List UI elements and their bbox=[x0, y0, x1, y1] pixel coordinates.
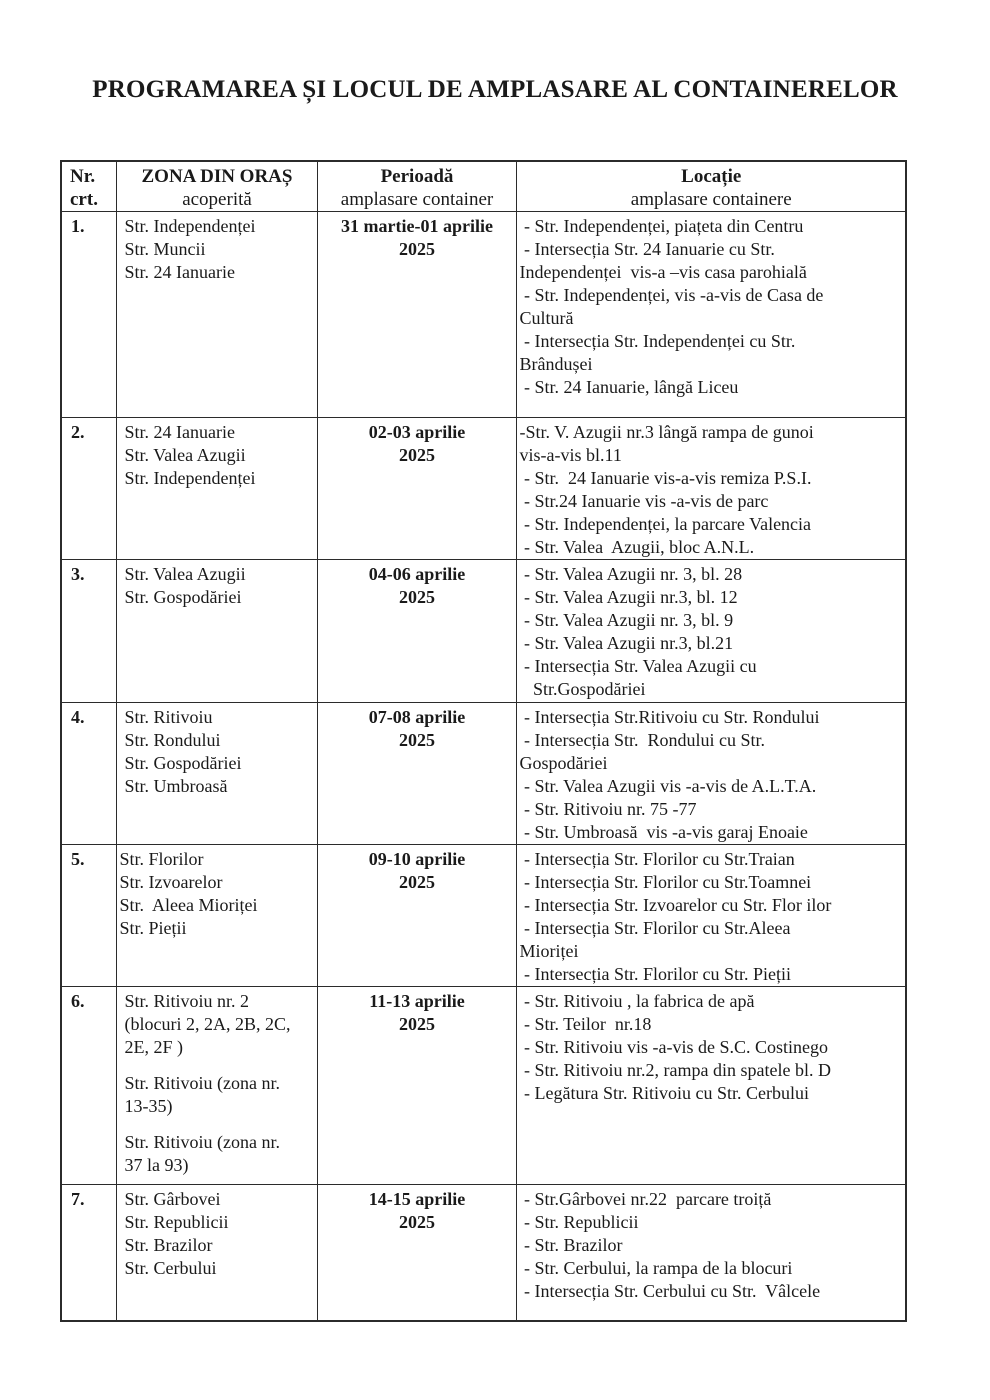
header-zone-main: ZONA DIN ORAȘ bbox=[141, 166, 293, 187]
zone-cell: Str. 24 Ianuarie Str. Valea Azugii Str. Independenței bbox=[116, 418, 317, 560]
period-cell: 09-10 aprilie 2025 bbox=[317, 845, 516, 987]
header-location bbox=[516, 161, 906, 212]
table-row bbox=[61, 987, 906, 1185]
zone-cell: Str. Florilor Str. Izvoarelor Str. Aleea Mioriței Str. Pieții bbox=[116, 845, 317, 987]
row-number: 6. bbox=[61, 987, 116, 1185]
header-nr bbox=[61, 161, 116, 212]
header-location-sub: amplasare containere bbox=[630, 189, 792, 210]
row-number: 4. bbox=[61, 703, 116, 845]
table-row bbox=[61, 418, 906, 560]
period-cell: 07-08 aprilie 2025 bbox=[317, 703, 516, 845]
header-zone bbox=[116, 161, 317, 212]
table-row bbox=[61, 703, 906, 845]
location-cell: - Intersecția Str. Florilor cu Str.Traian - Intersecția Str. Florilor cu Str.Toamnei - Intersecția Str. Izvoarelor cu Str. Flor ilor - Intersecția Str. Florilor cu Str.Aleea Mioriței - Intersecția Str. Florilor cu Str. Pieții bbox=[516, 845, 906, 987]
table-row bbox=[61, 560, 906, 703]
row-number: 5. bbox=[61, 845, 116, 987]
table-row bbox=[61, 845, 906, 987]
period-cell: 31 martie-01 aprilie 2025 bbox=[317, 212, 516, 418]
header-location-main: Locație bbox=[681, 166, 742, 187]
location-cell: - Str. Independenței, piațeta din Centru - Intersecția Str. 24 Ianuarie cu Str. Independenței vis-a –vis casa parohială - Str. Independenței, vis -a-vis de Casa de Cultură - Intersecția Str. Independenței cu Str. Brândușei - Str. 24 Ianuarie, lângă Liceu bbox=[516, 212, 906, 418]
location-cell: - Str.Gârbovei nr.22 parcare troiță - Str. Republicii - Str. Brazilor - Str. Cerbului, la rampa de la blocuri - Intersecția Str. Cerbului cu Str. Vâlcele bbox=[516, 1185, 906, 1321]
row-number: 7. bbox=[61, 1185, 116, 1321]
period-cell: 14-15 aprilie 2025 bbox=[317, 1185, 516, 1321]
row-number: 2. bbox=[61, 418, 116, 560]
period-cell: 02-03 aprilie 2025 bbox=[317, 418, 516, 560]
table-row bbox=[61, 1185, 906, 1321]
location-cell: - Intersecția Str.Ritivoiu cu Str. Rondului - Intersecția Str. Rondului cu Str. Gospodăriei - Str. Valea Azugii vis -a-vis de A.L.T.A. - Str. Ritivoiu nr. 75 -77 - Str. Umbroasă vis -a-vis garaj Enoaie bbox=[516, 703, 906, 845]
period-cell: 04-06 aprilie 2025 bbox=[317, 560, 516, 703]
period-cell: 11-13 aprilie 2025 bbox=[317, 987, 516, 1185]
row-number: 1. bbox=[61, 212, 116, 418]
header-period bbox=[317, 161, 516, 212]
header-period-main: Perioadă bbox=[380, 166, 454, 187]
row-number: 3. bbox=[61, 560, 116, 703]
location-cell: - Str. Ritivoiu , la fabrica de apă - Str. Teilor nr.18 - Str. Ritivoiu vis -a-vis de S.C. Costinego - Str. Ritivoiu nr.2, rampa din spatele bl. D - Legătura Str. Ritivoiu cu Str. Cerbului bbox=[516, 987, 906, 1185]
table-row bbox=[61, 212, 906, 418]
header-nr-line2: crt. bbox=[70, 189, 98, 210]
zone-cell: Str. Valea Azugii Str. Gospodăriei bbox=[116, 560, 317, 703]
zone-cell: Str. Independenței Str. Muncii Str. 24 Ianuarie bbox=[116, 212, 317, 418]
zone-cell: Str. Gârbovei Str. Republicii Str. Brazilor Str. Cerbului bbox=[116, 1185, 317, 1321]
zone-cell: Str. Ritivoiu Str. Rondului Str. Gospodăriei Str. Umbroasă bbox=[116, 703, 317, 845]
location-cell: -Str. V. Azugii nr.3 lângă rampa de gunoi vis-a-vis bl.11 - Str. 24 Ianuarie vis-a-vis remiza P.S.I. - Str.24 Ianuarie vis -a-vis de parc - Str. Independenței, la parcare Valencia - Str. Valea Azugii, bloc A.N.L. bbox=[516, 418, 906, 560]
header-nr-line1: Nr. bbox=[70, 166, 96, 187]
schedule-table bbox=[60, 160, 907, 1322]
header-period-sub: amplasare container bbox=[340, 189, 494, 210]
document-title: PROGRAMAREA ȘI LOCUL DE AMPLASARE AL CONTAINERELOR bbox=[92, 76, 898, 103]
zone-cell: Str. Ritivoiu nr. 2 (blocuri 2, 2A, 2B, 2C, 2E, 2F ) Str. Ritivoiu (zona nr. 13-35) Str. Ritivoiu (zona nr. 37 la 93) bbox=[116, 987, 317, 1185]
header-zone-sub: acoperită bbox=[182, 189, 252, 210]
header-row bbox=[61, 161, 906, 212]
location-cell: - Str. Valea Azugii nr. 3, bl. 28 - Str. Valea Azugii nr.3, bl. 12 - Str. Valea Azugii nr. 3, bl. 9 - Str. Valea Azugii nr.3, bl.21 - Intersecția Str. Valea Azugii cu Str.Gospodăriei bbox=[516, 560, 906, 703]
